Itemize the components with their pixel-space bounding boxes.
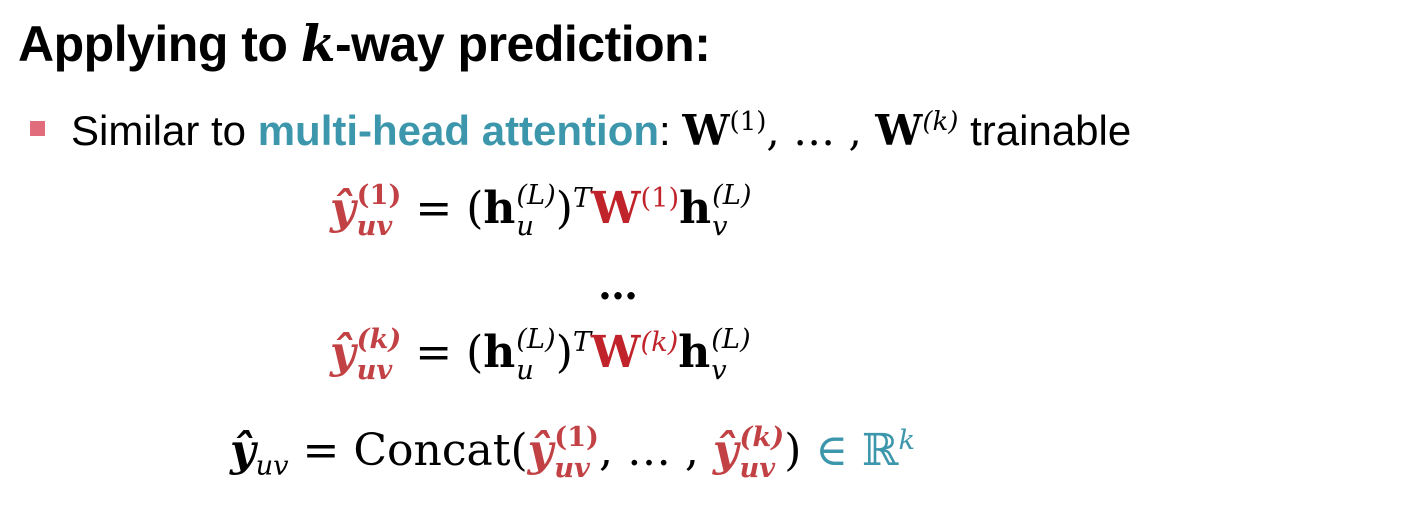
eq2-transpose: T xyxy=(572,327,592,359)
yhat-k-sub: uv xyxy=(356,354,393,387)
yhat-k: ŷ xyxy=(330,326,356,378)
vertical-ellipsis: … xyxy=(598,262,638,309)
yhat-k-scripts xyxy=(356,323,402,387)
eq1-close: ) xyxy=(555,182,573,234)
eq2-h-u-sub: u xyxy=(516,355,534,387)
bullet-wk-sup: (k) xyxy=(922,107,959,137)
yhat-1-sup: (1) xyxy=(356,179,402,211)
element-of: ∈ xyxy=(801,424,862,476)
concat-yhat-k-scripts xyxy=(739,421,785,485)
real-numbers-exponent: k xyxy=(898,425,916,457)
concat-yhat-1-sup: (1) xyxy=(554,421,599,453)
eq1-h-u-scripts xyxy=(516,182,555,241)
eq2-h-v-scripts xyxy=(711,326,750,385)
eq1-open: = ( xyxy=(401,182,484,234)
concat-yhat-k-sub: uv xyxy=(739,452,776,485)
eq2-h-v-sub: v xyxy=(711,355,727,387)
yhat-k-sup: (k) xyxy=(356,323,402,355)
bullet-tail: trainable xyxy=(958,107,1132,154)
bullet-w1-sup: (1) xyxy=(729,107,767,137)
eq1-transpose: T xyxy=(572,183,592,215)
eq1-h-u-sub: u xyxy=(516,211,534,243)
eq2-W-sup: (k) xyxy=(640,327,679,359)
concat-dots: , … , xyxy=(598,424,713,476)
eq1-h-v: h xyxy=(679,182,712,234)
bullet-colon: : xyxy=(659,107,683,154)
eq1-h-u: h xyxy=(483,182,516,234)
eq2-open: = ( xyxy=(401,326,484,378)
eq1-W: W xyxy=(591,182,641,234)
yhat-1-scripts xyxy=(356,179,402,243)
eq2-h-u-scripts xyxy=(516,326,555,385)
eq2-h-v-sup: (L) xyxy=(711,324,751,355)
eq1-h-v-sup: (L) xyxy=(712,180,752,211)
bullet-wk: W xyxy=(875,106,923,155)
bullet-highlight: multi-head attention xyxy=(257,107,660,154)
bullet-lead: Similar to xyxy=(71,107,258,154)
title-prefix: Applying to xyxy=(18,16,301,72)
bullet-sep: , … , xyxy=(766,106,876,155)
eq2-h-u: h xyxy=(483,326,516,378)
eq1-h-v-sub: v xyxy=(712,211,728,243)
concat-yhat-1-scripts xyxy=(554,421,599,485)
eq2-h-u-sup: (L) xyxy=(516,324,556,355)
eq2-close: ) xyxy=(555,326,573,378)
equation-head-k xyxy=(330,323,751,387)
eq1-h-v-scripts xyxy=(712,182,751,241)
concat-yhat-k: ŷ xyxy=(712,424,739,476)
bullet-item xyxy=(30,106,1131,155)
eq1-h-u-sup: (L) xyxy=(516,180,556,211)
concat-yhat-k-sup: (k) xyxy=(739,421,785,453)
concat-close: ) xyxy=(784,424,802,476)
eq1-W-sup: (1) xyxy=(640,183,680,215)
title-suffix: -way prediction: xyxy=(335,16,711,72)
yhat-total-sub: uv xyxy=(255,450,289,482)
eq2-W: W xyxy=(591,326,641,378)
slide-title xyxy=(18,14,710,73)
bullet-w1: W xyxy=(682,106,730,155)
concat-yhat-1: ŷ xyxy=(527,424,554,476)
concat-yhat-1-sub: uv xyxy=(554,452,590,485)
concat-open: = Concat( xyxy=(288,424,528,476)
title-k-variable: k xyxy=(300,14,335,73)
real-numbers: ℝ xyxy=(861,424,899,476)
bullet-square-icon xyxy=(30,121,45,136)
yhat-1: ŷ xyxy=(330,182,356,234)
eq2-h-v: h xyxy=(678,326,711,378)
equation-concat xyxy=(230,421,916,485)
yhat-1-sub: uv xyxy=(356,210,393,243)
yhat-total: ŷ xyxy=(230,424,256,476)
equation-head-1 xyxy=(330,179,752,243)
